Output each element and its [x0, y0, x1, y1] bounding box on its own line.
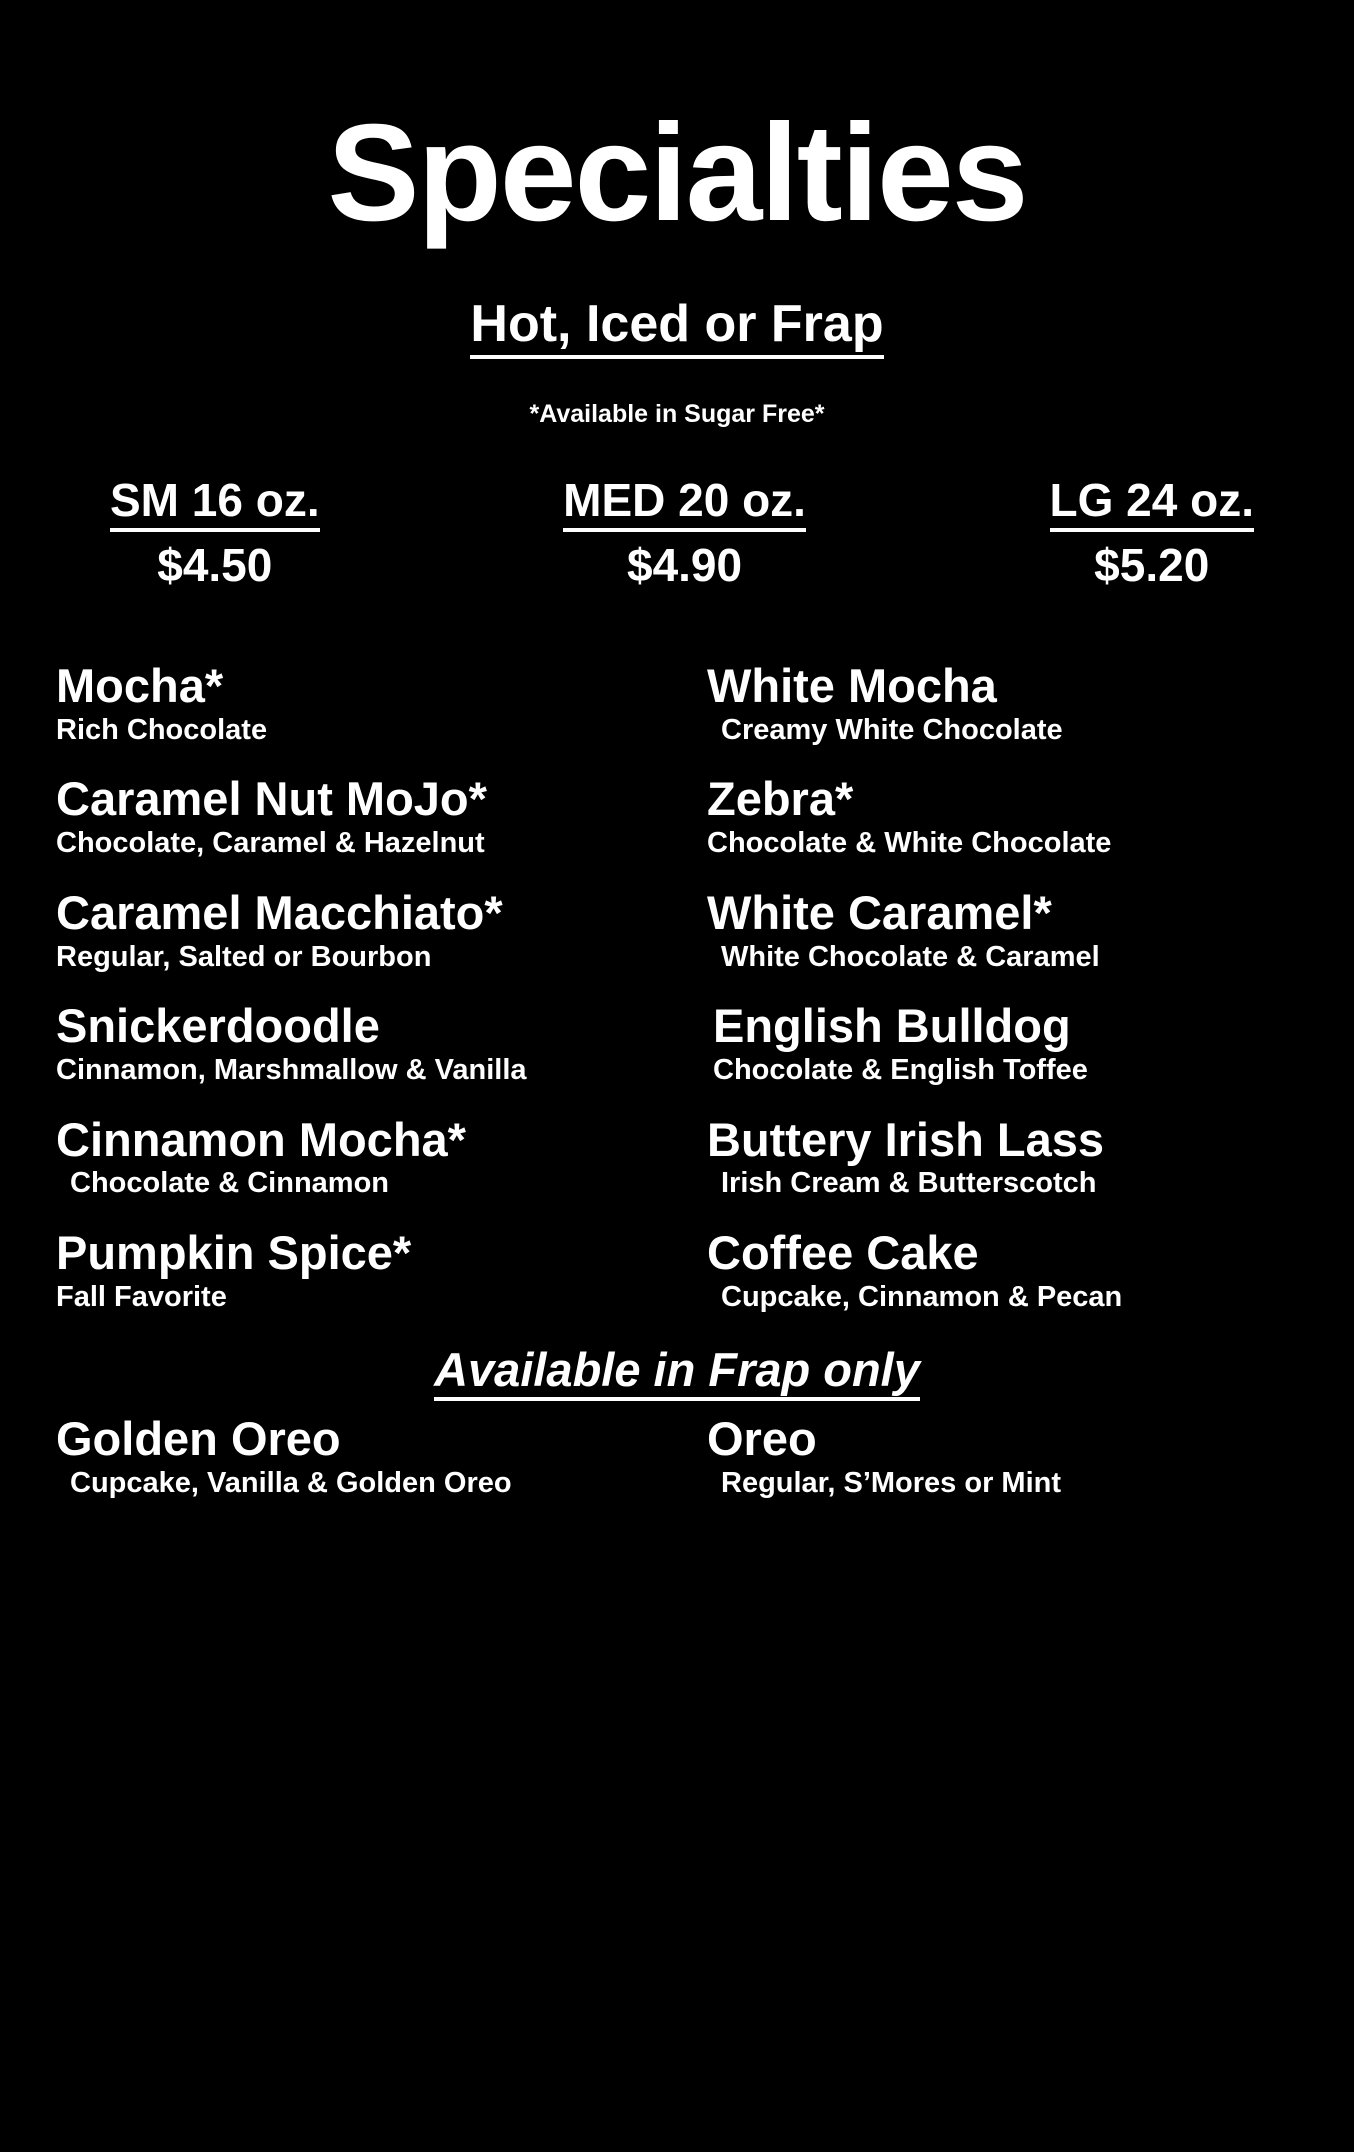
- size-option-large: [1050, 473, 1254, 592]
- menu-subtitle-text: Hot, Iced or Frap: [470, 295, 883, 359]
- size-label-small: SM 16 oz.: [110, 473, 320, 532]
- menu-item-description: Chocolate & White Chocolate: [707, 827, 1112, 860]
- drink-list: [0, 659, 1354, 1313]
- drink-row: [40, 1112, 1314, 1200]
- menu-item-name: Golden Oreo: [56, 1412, 341, 1466]
- menu-item-name: Pumpkin Spice*: [56, 1225, 412, 1279]
- menu-item-description: Rich Chocolate: [56, 713, 268, 746]
- menu-item: [40, 659, 677, 746]
- size-option-small: [110, 473, 320, 592]
- menu-item-name: Coffee Cake: [707, 1225, 979, 1279]
- menu-item-name: Caramel Macchiato*: [56, 885, 503, 939]
- menu-item-description: Creamy White Chocolate: [721, 713, 1063, 746]
- size-option-medium: [563, 473, 806, 592]
- drink-row: [40, 1225, 1314, 1313]
- menu-item-name: Oreo: [707, 1412, 817, 1466]
- size-price-large: $5.20: [1094, 539, 1210, 591]
- menu-item: [677, 1412, 1314, 1500]
- frap-drink-row: [0, 1412, 1354, 1500]
- size-label-medium: MED 20 oz.: [563, 473, 806, 532]
- menu-item-name: White Caramel*: [707, 885, 1052, 939]
- menu-item-description: Irish Cream & Butterscotch: [721, 1167, 1097, 1200]
- frap-only-heading: [0, 1342, 1354, 1397]
- menu-item-name: White Mocha: [707, 659, 997, 712]
- menu-item-description: Chocolate, Caramel & Hazelnut: [56, 827, 485, 860]
- drink-row: [40, 659, 1314, 746]
- page-title: Specialties: [327, 96, 1027, 250]
- menu-item-name: Cinnamon Mocha*: [56, 1112, 466, 1166]
- menu-item: [40, 1412, 677, 1500]
- menu-item-description: Cupcake, Cinnamon & Pecan: [721, 1280, 1123, 1313]
- menu-board: [0, 96, 1354, 2152]
- menu-item-name: Buttery Irish Lass: [707, 1112, 1105, 1166]
- menu-item: [677, 885, 1314, 973]
- drink-row: [40, 885, 1314, 973]
- menu-item: [40, 1112, 677, 1200]
- menu-item-name: Snickerdoodle: [56, 999, 380, 1053]
- size-price-medium: $4.90: [626, 539, 743, 591]
- menu-item: [677, 1112, 1314, 1200]
- menu-item: [40, 772, 677, 860]
- drink-row: [40, 772, 1314, 860]
- drink-row: [40, 999, 1314, 1087]
- menu-item-description: Chocolate & English Toffee: [713, 1054, 1088, 1087]
- menu-item: [40, 885, 677, 973]
- menu-item: [40, 999, 677, 1087]
- menu-item-description: Regular, Salted or Bourbon: [56, 940, 432, 973]
- size-label-large: LG 24 oz.: [1050, 473, 1254, 532]
- menu-item-description: Regular, S’Mores or Mint: [721, 1467, 1061, 1500]
- menu-item: [677, 1225, 1314, 1313]
- menu-item: [677, 999, 1314, 1087]
- menu-item: [677, 772, 1314, 860]
- menu-item: [677, 659, 1314, 746]
- menu-item: [40, 1225, 677, 1313]
- menu-item-description: Cupcake, Vanilla & Golden Oreo: [70, 1467, 512, 1500]
- menu-item-description: White Chocolate & Caramel: [721, 940, 1100, 973]
- menu-item-name: Caramel Nut MoJo*: [56, 772, 487, 826]
- frap-only-heading-text: Available in Frap only: [434, 1343, 920, 1401]
- sugar-free-note: *Available in Sugar Free*: [529, 400, 825, 428]
- menu-subtitle: [0, 294, 1354, 354]
- menu-item-description: Cinnamon, Marshmallow & Vanilla: [56, 1054, 527, 1087]
- menu-item-name: Zebra*: [707, 772, 854, 826]
- menu-item-name: Mocha*: [56, 659, 224, 712]
- size-price-small: $4.50: [157, 539, 273, 591]
- size-price-row: [0, 473, 1354, 592]
- menu-item-description: Chocolate & Cinnamon: [70, 1167, 390, 1200]
- menu-item-name: English Bulldog: [713, 999, 1071, 1053]
- menu-item-description: Fall Favorite: [56, 1280, 227, 1313]
